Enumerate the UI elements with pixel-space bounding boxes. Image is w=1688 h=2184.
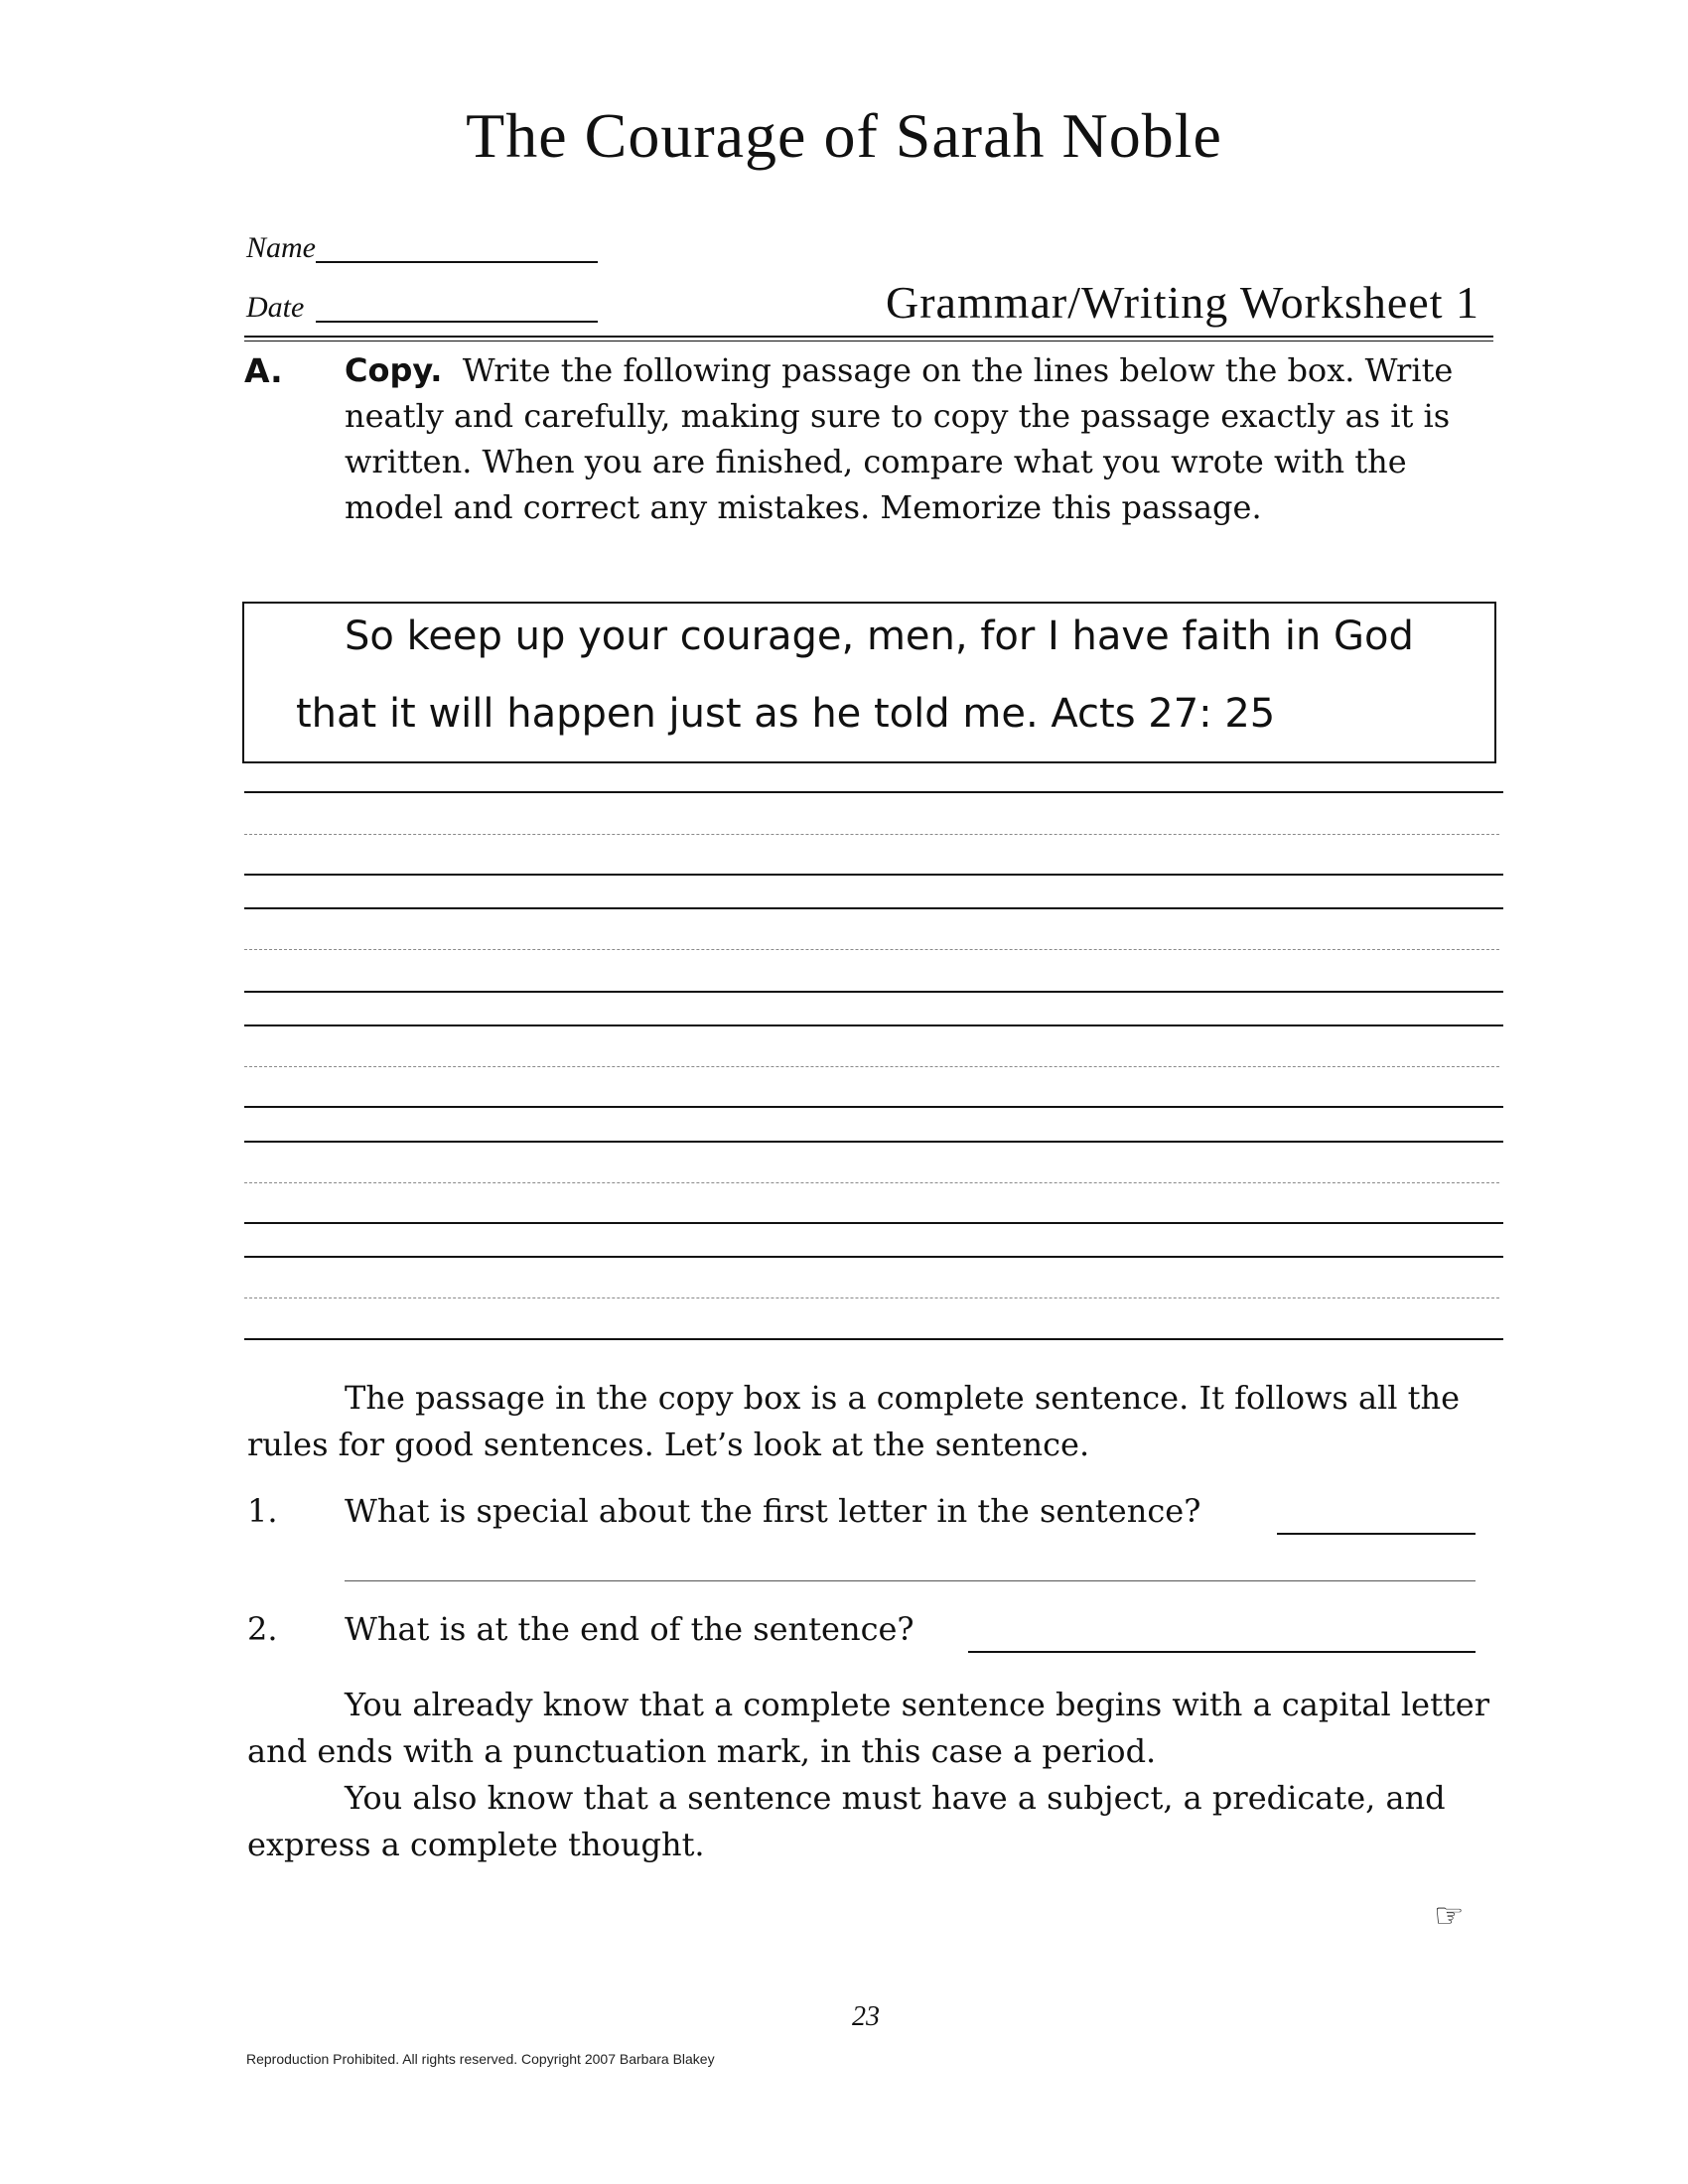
copyright-footer: Reproduction Prohibited. All rights reserved. Copyright 2007 Barbara Blakey bbox=[246, 2051, 715, 2067]
handwriting-mid-line bbox=[244, 1297, 1499, 1298]
handwriting-base-line bbox=[244, 1106, 1503, 1108]
instructions bbox=[345, 347, 1486, 530]
page-title: The Courage of Sarah Noble bbox=[466, 100, 1222, 171]
date-label: Date bbox=[246, 291, 305, 324]
name-label: Name bbox=[246, 231, 316, 264]
paragraph-3: You also know that a sentence must have a subject, a predicate, and express a complete thought. bbox=[247, 1779, 1446, 1863]
paragraph-2: You already know that a complete sentence begins with a capital letter and ends with a punctuation mark, in this case a period. bbox=[247, 1686, 1490, 1770]
intro-paragraph: The passage in the copy box is a complete sentence. It follows all the rules for good sentences. Let’s look at the sentence. bbox=[247, 1379, 1461, 1463]
handwriting-top-line bbox=[244, 1141, 1503, 1143]
answer-1-line[interactable] bbox=[1277, 1533, 1476, 1535]
question-2-text: What is at the end of the sentence? bbox=[345, 1610, 914, 1648]
copy-passage-line-1: So keep up your courage, men, for I have faith in God bbox=[345, 614, 1414, 659]
handwriting-mid-line bbox=[244, 834, 1499, 835]
question-1-text: What is special about the first letter in the sentence? bbox=[345, 1492, 1201, 1530]
handwriting-mid-line bbox=[244, 1182, 1499, 1183]
handwriting-base-line bbox=[244, 1338, 1503, 1340]
copy-passage-line-2: that it will happen just as he told me. Acts 27: 25 bbox=[296, 691, 1276, 737]
handwriting-base-line bbox=[244, 991, 1503, 993]
date-field[interactable] bbox=[316, 321, 598, 323]
answer-1-line-2[interactable] bbox=[345, 1580, 1476, 1581]
handwriting-top-line bbox=[244, 1256, 1503, 1258]
section-heading: Copy. bbox=[345, 351, 443, 389]
header-rule bbox=[244, 336, 1493, 338]
handwriting-mid-line bbox=[244, 1066, 1499, 1067]
handwriting-mid-line bbox=[244, 949, 1499, 950]
handwriting-base-line bbox=[244, 874, 1503, 876]
page-number: 23 bbox=[852, 2001, 880, 2032]
section-letter: A. bbox=[244, 351, 283, 390]
handwriting-base-line bbox=[244, 1222, 1503, 1224]
copy-box bbox=[242, 602, 1496, 763]
pointing-hand-icon: ☞ bbox=[1434, 1896, 1465, 1936]
handwriting-top-line bbox=[244, 907, 1503, 909]
question-2-number: 2. bbox=[247, 1610, 278, 1648]
worksheet-title: Grammar/Writing Worksheet 1 bbox=[885, 277, 1479, 328]
name-field[interactable] bbox=[316, 261, 598, 263]
answer-2-line[interactable] bbox=[968, 1651, 1476, 1653]
handwriting-top-line bbox=[244, 791, 1503, 793]
question-1-number: 1. bbox=[247, 1492, 278, 1530]
handwriting-top-line bbox=[244, 1024, 1503, 1026]
instructions-text: Write the following passage on the lines below the box. Write neatly and carefully, making sure to copy the passage exactly as it is written. When you are finished, compare what you wrote with the model and correct any mistakes. Memorize this passage. bbox=[345, 351, 1454, 526]
